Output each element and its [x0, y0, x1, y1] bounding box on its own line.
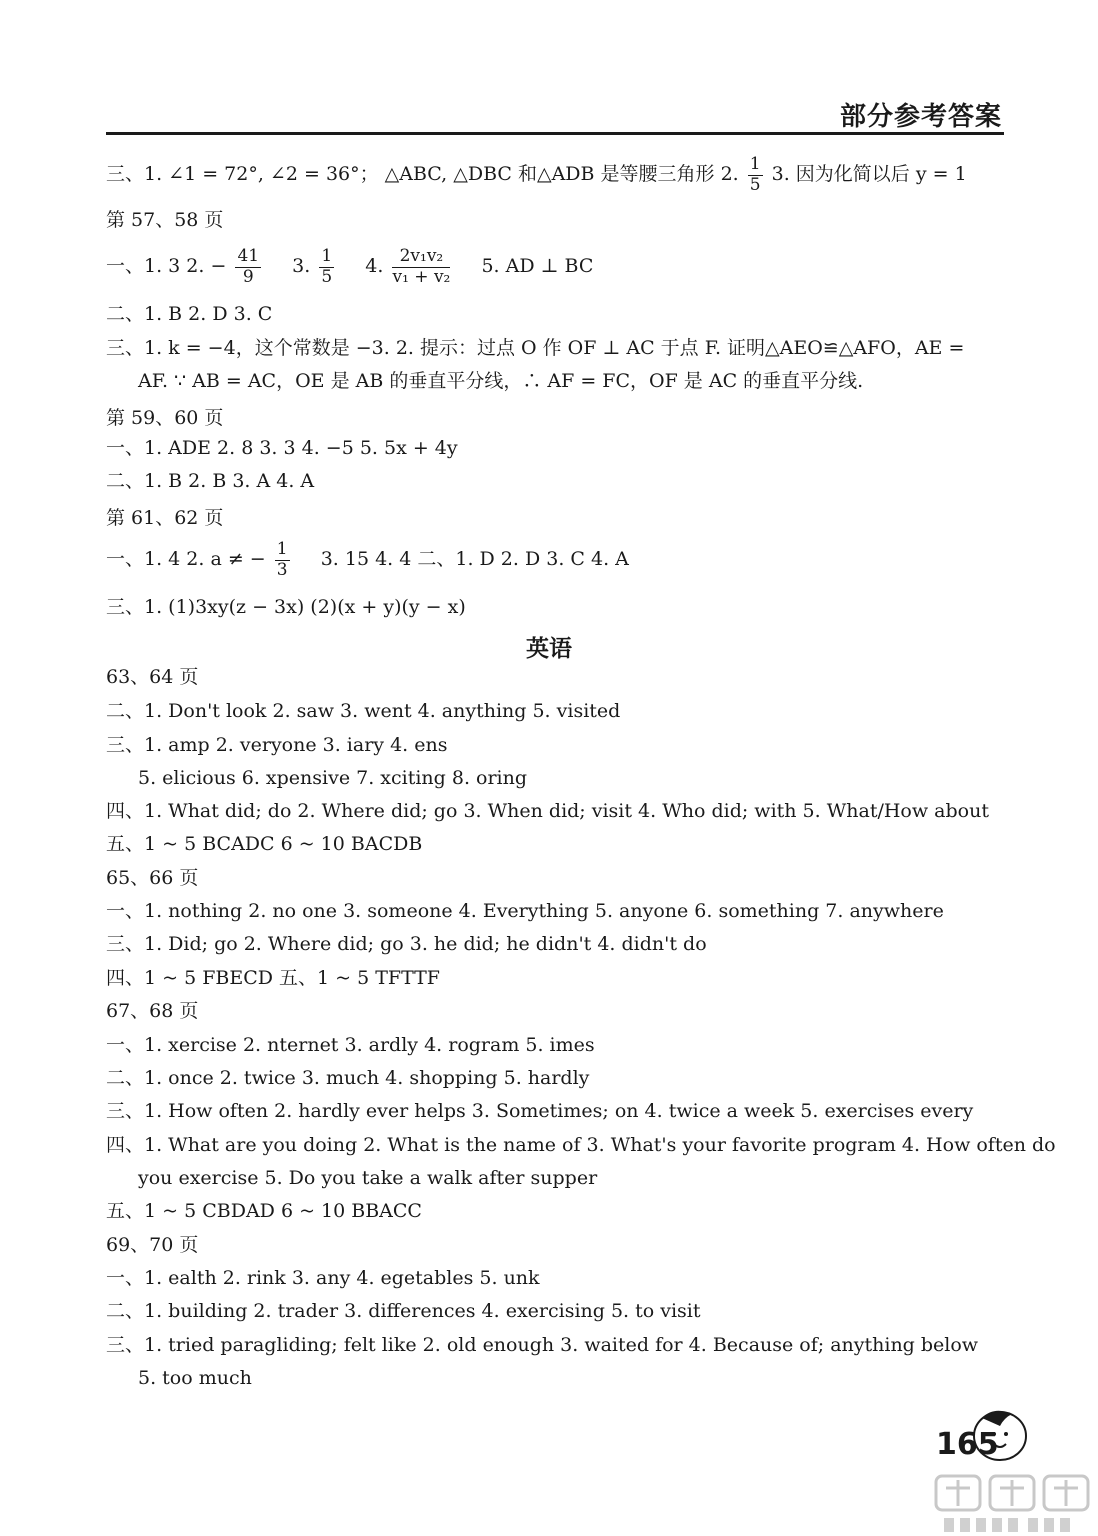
english-line: 三、1. tried paragliding; felt like 2. old enough 3. waited for 4. Because of; anything below [106, 1334, 979, 1356]
text-segment: 一、1. 4 2. a ≠ − [106, 548, 266, 571]
text-segment: 3. [292, 255, 311, 278]
frac-den: 9 [242, 266, 254, 287]
english-line: 一、1. xercise 2. nternet 3. ardly 4. rogram 5. imes [106, 1034, 595, 1056]
text-segment: 3. 因为化简以后 y = 1 [771, 163, 967, 186]
math-line-59-1: 一、1. ADE 2. 8 3. 3 4. −5 5. 5x + 4y [106, 437, 458, 459]
math-line-59-2: 二、1. B 2. B 3. A 4. A [106, 470, 315, 492]
english-line: you exercise 5. Do you take a walk after supper [138, 1167, 598, 1189]
frac-num: 1 [276, 539, 288, 559]
text-segment: 5. AD ⊥ BC [481, 255, 594, 278]
fraction [392, 247, 450, 287]
english-line: 三、1. How often 2. hardly ever helps 3. Sometimes; on 4. twice a week 5. exercises every [106, 1100, 974, 1122]
english-line: 5. elicious 6. xpensive 7. xciting 8. oring [138, 767, 528, 789]
fraction [748, 155, 763, 195]
english-line: 67、68 页 [106, 1000, 199, 1022]
frac-num: 41 [237, 246, 260, 266]
english-line: 二、1. once 2. twice 3. much 4. shopping 5. hardly [106, 1067, 590, 1089]
math-line-57-2: 二、1. B 2. D 3. C [106, 303, 273, 325]
text-segment: 一、1. 3 2. − [106, 255, 227, 278]
frac-den: 5 [749, 174, 761, 195]
english-line: 69、70 页 [106, 1234, 199, 1256]
math-line-57-3a: 三、1. k = −4，这个常数是 −3. 2. 提示：过点 O 作 OF ⊥ AC 于点 F. 证明△AEO≌△AFO，AE = [106, 337, 965, 359]
page-label-57: 第 57、58 页 [106, 209, 224, 231]
math-line-61-1 [106, 540, 629, 580]
fraction [235, 247, 261, 287]
english-line: 5. too much [138, 1367, 252, 1389]
watermark-logo [930, 1470, 1098, 1536]
math-line-61-2: 三、1. (1)3xy(z − 3x) (2)(x + y)(y − x) [106, 596, 466, 618]
english-line: 二、1. building 2. trader 3. differences 4. exercising 5. to visit [106, 1300, 701, 1322]
english-line: 三、1. Did; go 2. Where did; go 3. he did; he didn't 4. didn't do [106, 933, 707, 955]
fraction [275, 540, 290, 580]
math-line-57-1 [106, 247, 593, 287]
english-line: 65、66 页 [106, 867, 199, 889]
english-line: 五、1 ~ 5 BCADC 6 ~ 10 BACDB [106, 833, 423, 855]
english-line: 二、1. Don't look 2. saw 3. went 4. anything 5. visited [106, 700, 621, 722]
header-rule [106, 132, 1004, 135]
english-line: 四、1. What are you doing 2. What is the name of 3. What's your favorite program 4. How often do [106, 1134, 1056, 1156]
page-number: 165 [936, 1427, 999, 1462]
page-label-59: 第 59、60 页 [106, 407, 224, 429]
english-line: 三、1. amp 2. veryone 3. iary 4. ens [106, 734, 448, 756]
frac-num: 2v₁v₂ [392, 247, 450, 268]
english-line: 63、64 页 [106, 666, 199, 688]
english-line: 一、1. nothing 2. no one 3. someone 4. Everything 5. anyone 6. something 7. anywhere [106, 900, 944, 922]
frac-den: v₁ + v₂ [392, 266, 451, 287]
text-segment: 4. [365, 255, 384, 278]
frac-den: 3 [276, 559, 288, 580]
fraction [319, 247, 334, 287]
math-line-s3 [106, 155, 967, 195]
text-segment: 三、1. ∠1 = 72°, ∠2 = 36°； △ABC, △DBC 和△ADB 是等腰三角形 2. [106, 163, 739, 186]
section-title-english: 英语 [526, 636, 572, 662]
english-line: 四、1. What did; do 2. Where did; go 3. When did; visit 4. Who did; with 5. What/How about [106, 800, 989, 822]
english-line: 五、1 ~ 5 CBDAD 6 ~ 10 BBACC [106, 1200, 422, 1222]
page-label-61: 第 61、62 页 [106, 507, 224, 529]
math-line-57-3b: AF. ∵ AB = AC，OE 是 AB 的垂直平分线，∴ AF = FC，OF 是 AC 的垂直平分线. [138, 370, 864, 392]
frac-num: 1 [749, 154, 761, 174]
text-segment: 3. 15 4. 4 二、1. D 2. D 3. C 4. A [320, 548, 629, 571]
english-line: 一、1. ealth 2. rink 3. any 4. egetables 5. unk [106, 1267, 540, 1289]
frac-den: 5 [321, 266, 333, 287]
page-header-title: 部分参考答案 [839, 102, 1002, 132]
english-line: 四、1 ~ 5 FBECD 五、1 ~ 5 TFTTF [106, 967, 440, 989]
frac-num: 1 [321, 246, 333, 266]
